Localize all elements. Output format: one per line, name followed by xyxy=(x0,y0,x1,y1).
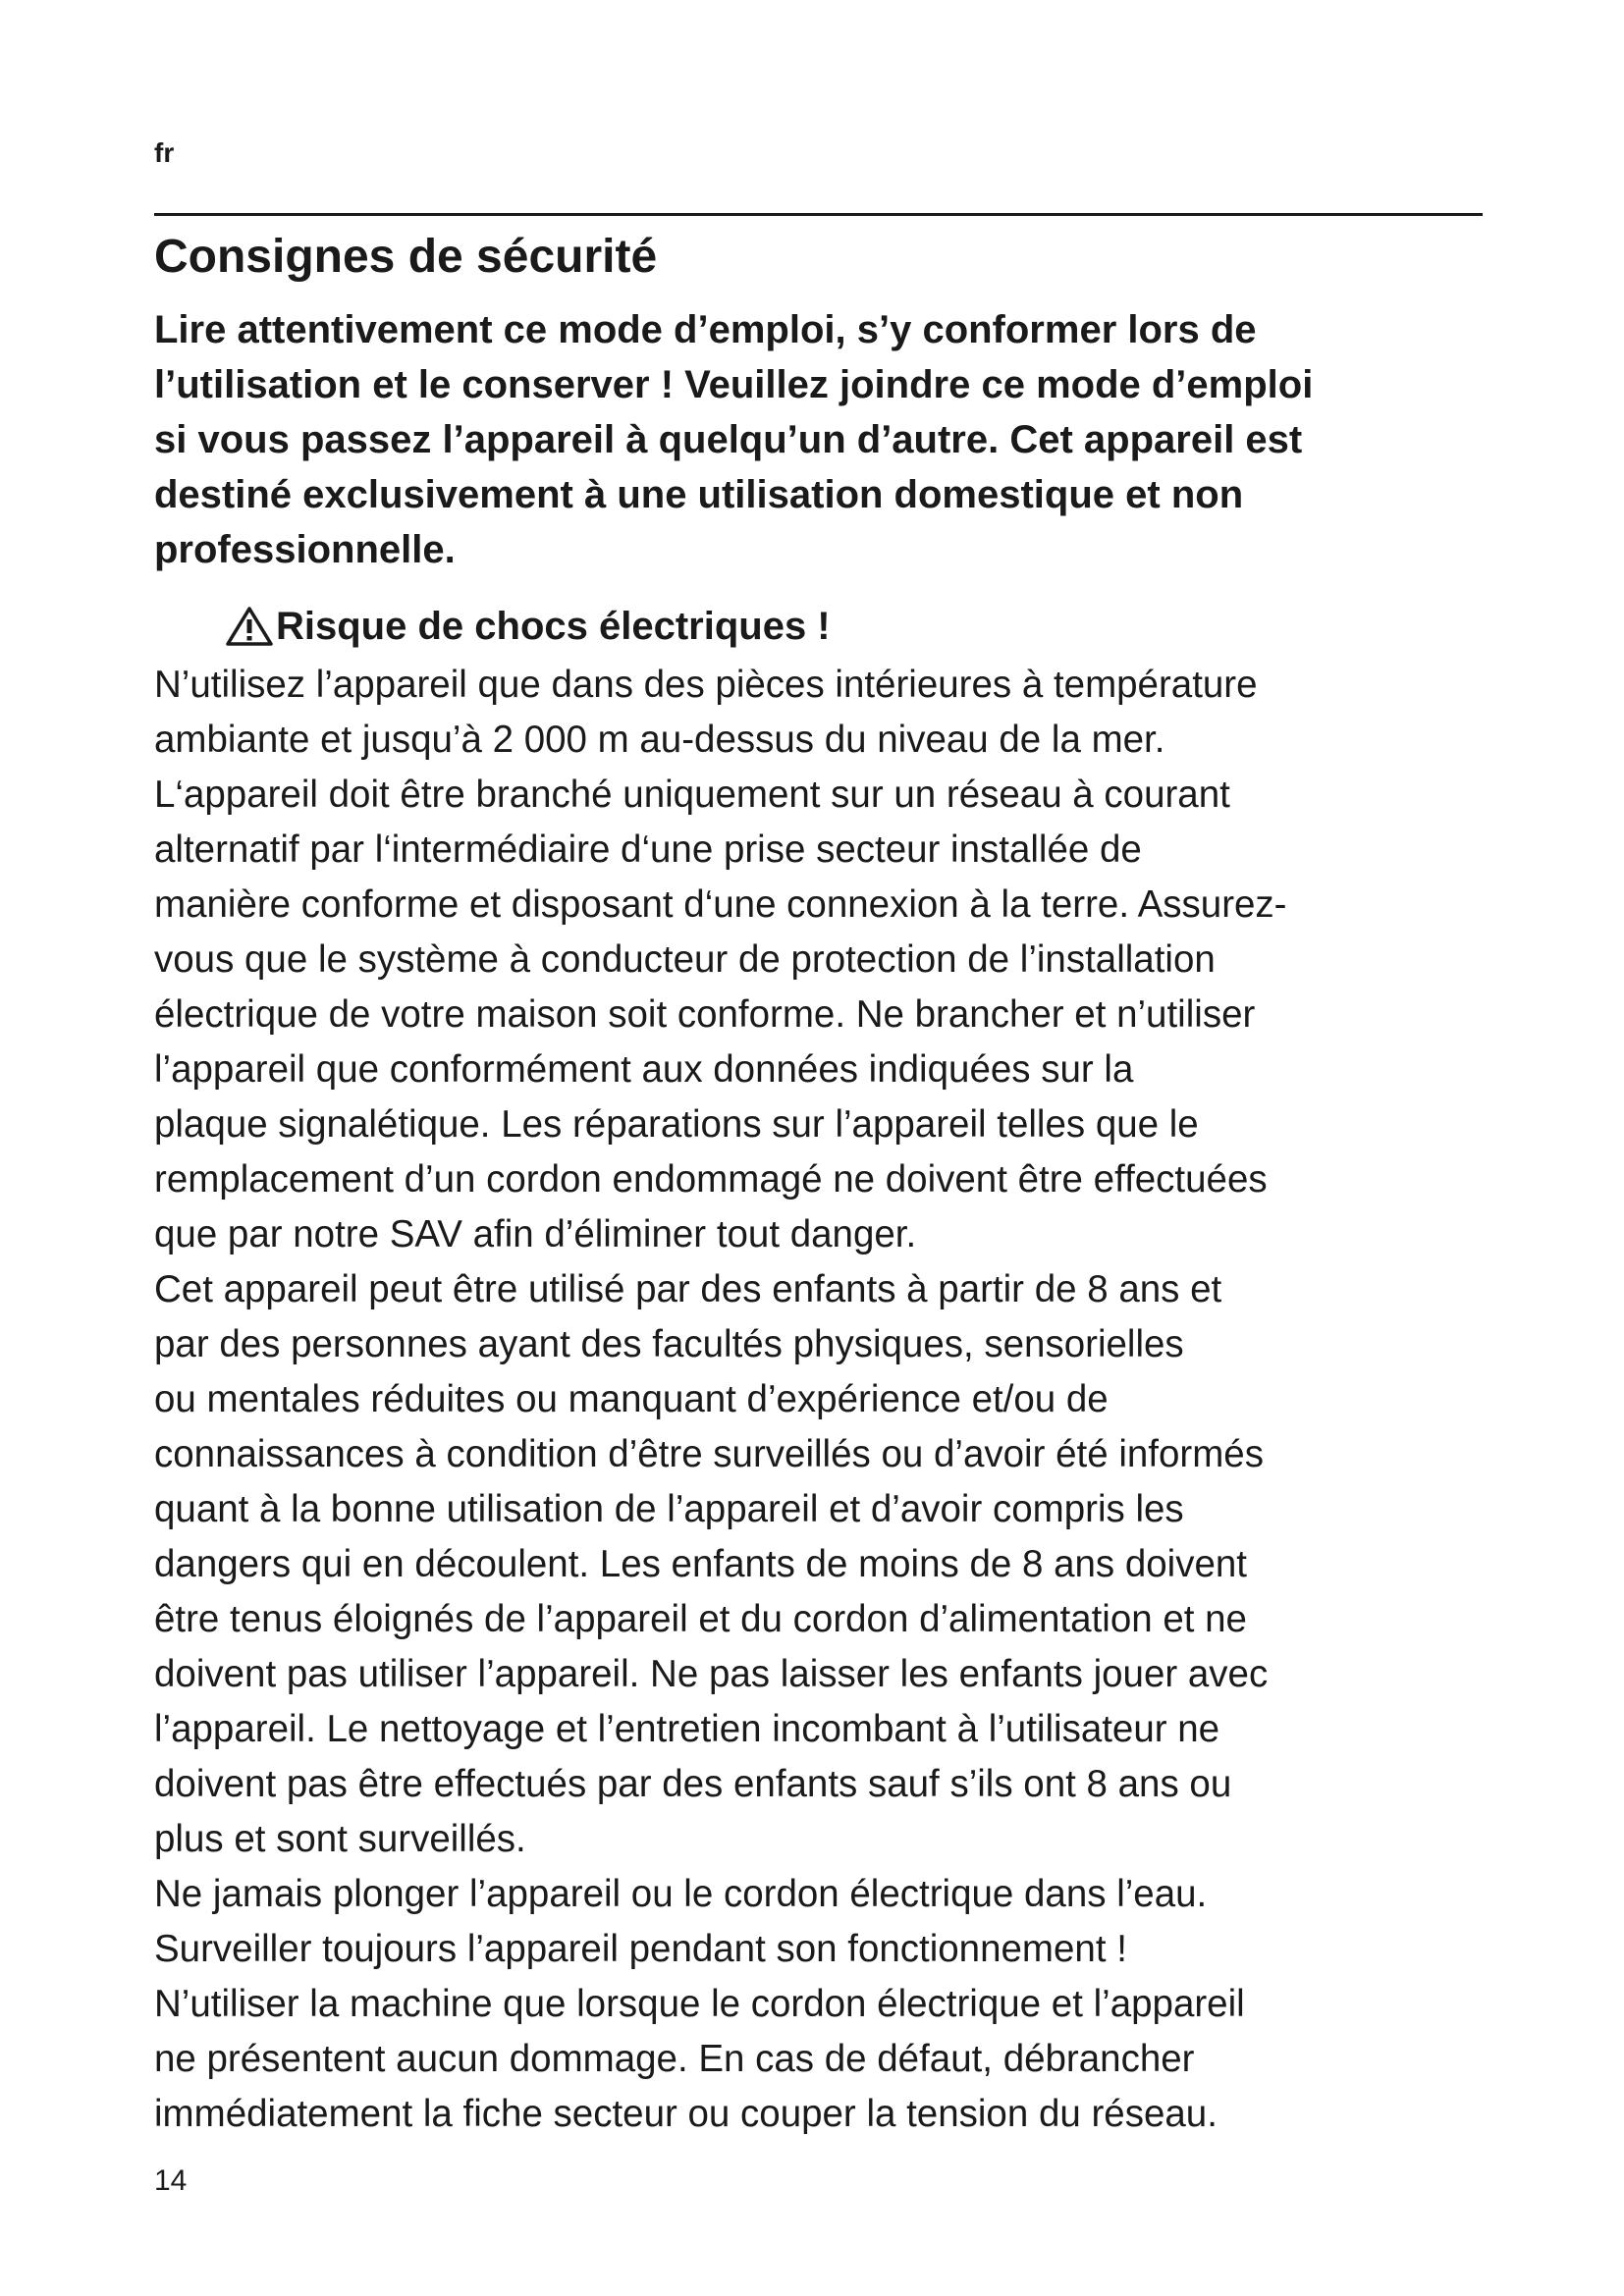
text-line: plus et sont surveillés. xyxy=(154,1818,526,1860)
text-line: N’utiliser la machine que lorsque le cordon électrique et l’appareil xyxy=(154,1983,1245,2025)
text-line: N’utilisez l’appareil que dans des pièces intérieures à température xyxy=(154,664,1258,706)
paragraph-water xyxy=(154,1867,1509,1977)
safety-instructions xyxy=(154,658,1509,2142)
text-line: par des personnes ayant des facultés physiques, sensorielles xyxy=(154,1323,1184,1365)
text-line: électrique de votre maison soit conforme. Ne brancher et n’utiliser xyxy=(154,993,1256,1036)
text-line: Surveiller toujours l’appareil pendant son fonctionnement ! xyxy=(154,1928,1127,1970)
text-line: remplacement d’un cordon endommagé ne doivent être effectuées xyxy=(154,1158,1268,1201)
section-title: Consignes de sécurité xyxy=(154,231,658,283)
text-line: alternatif par l‘intermédiaire d‘une prise secteur installée de xyxy=(154,828,1142,871)
intro-line: professionnelle. xyxy=(154,528,456,571)
text-line: dangers qui en découlent. Les enfants de moins de 8 ans doivent xyxy=(154,1543,1248,1585)
text-line: doivent pas être effectués par des enfants sauf s’ils ont 8 ans ou xyxy=(154,1763,1232,1805)
intro-line: si vous passez l’appareil à quelqu’un d’autre. Cet appareil est xyxy=(154,418,1303,461)
text-line: connaissances à condition d’être surveillés ou d’avoir été informés xyxy=(154,1433,1264,1475)
paragraph-electrical xyxy=(154,658,1509,1262)
paragraph-damage xyxy=(154,1977,1509,2142)
text-line: ambiante et jusqu’à 2 000 m au-dessus du niveau de la mer. xyxy=(154,719,1165,761)
text-line: doivent pas utiliser l’appareil. Ne pas laisser les enfants jouer avec xyxy=(154,1653,1269,1695)
text-line: L‘appareil doit être branché uniquement sur un réseau à courant xyxy=(154,774,1230,816)
text-line: immédiatement la fiche secteur ou couper la tension du réseau. xyxy=(154,2093,1218,2135)
text-line: plaque signalétique. Les réparations sur l’appareil telles que le xyxy=(154,1103,1199,1146)
title-divider xyxy=(154,213,1483,216)
warning-title: Risque de chocs électriques ! xyxy=(276,605,831,648)
text-line: ou mentales réduites ou manquant d’expérience et/ou de xyxy=(154,1378,1109,1420)
text-line: Ne jamais plonger l’appareil ou le cordon électrique dans l’eau. xyxy=(154,1873,1208,1915)
intro-line: destiné exclusivement à une utilisation domestique et non xyxy=(154,473,1244,516)
warning-heading xyxy=(225,599,831,654)
warning-triangle-icon xyxy=(225,606,274,647)
text-line: être tenus éloignés de l’appareil et du cordon d’alimentation et ne xyxy=(154,1598,1247,1640)
text-line: l’appareil que conformément aux données indiquées sur la xyxy=(154,1048,1134,1091)
intro-line: Lire attentivement ce mode d’emploi, s’y conformer lors de xyxy=(154,308,1257,351)
page-number: 14 xyxy=(154,2164,188,2197)
text-line: ne présentent aucun dommage. En cas de défaut, débrancher xyxy=(154,2038,1195,2080)
paragraph-children xyxy=(154,1262,1509,1867)
intro-paragraph xyxy=(154,302,1509,577)
text-line: Cet appareil peut être utilisé par des enfants à partir de 8 ans et xyxy=(154,1268,1222,1310)
text-line: manière conforme et disposant d‘une connexion à la terre. Assurez- xyxy=(154,883,1287,926)
intro-line: l’utilisation et le conserver ! Veuillez joindre ce mode d’emploi xyxy=(154,363,1314,406)
language-code: fr xyxy=(154,137,175,168)
text-line: l’appareil. Le nettoyage et l’entretien incombant à l’utilisateur ne xyxy=(154,1708,1220,1750)
text-line: vous que le système à conducteur de protection de l’installation xyxy=(154,938,1216,981)
text-line: quant à la bonne utilisation de l’appareil et d’avoir compris les xyxy=(154,1488,1184,1530)
text-line: que par notre SAV afin d’éliminer tout danger. xyxy=(154,1213,917,1255)
